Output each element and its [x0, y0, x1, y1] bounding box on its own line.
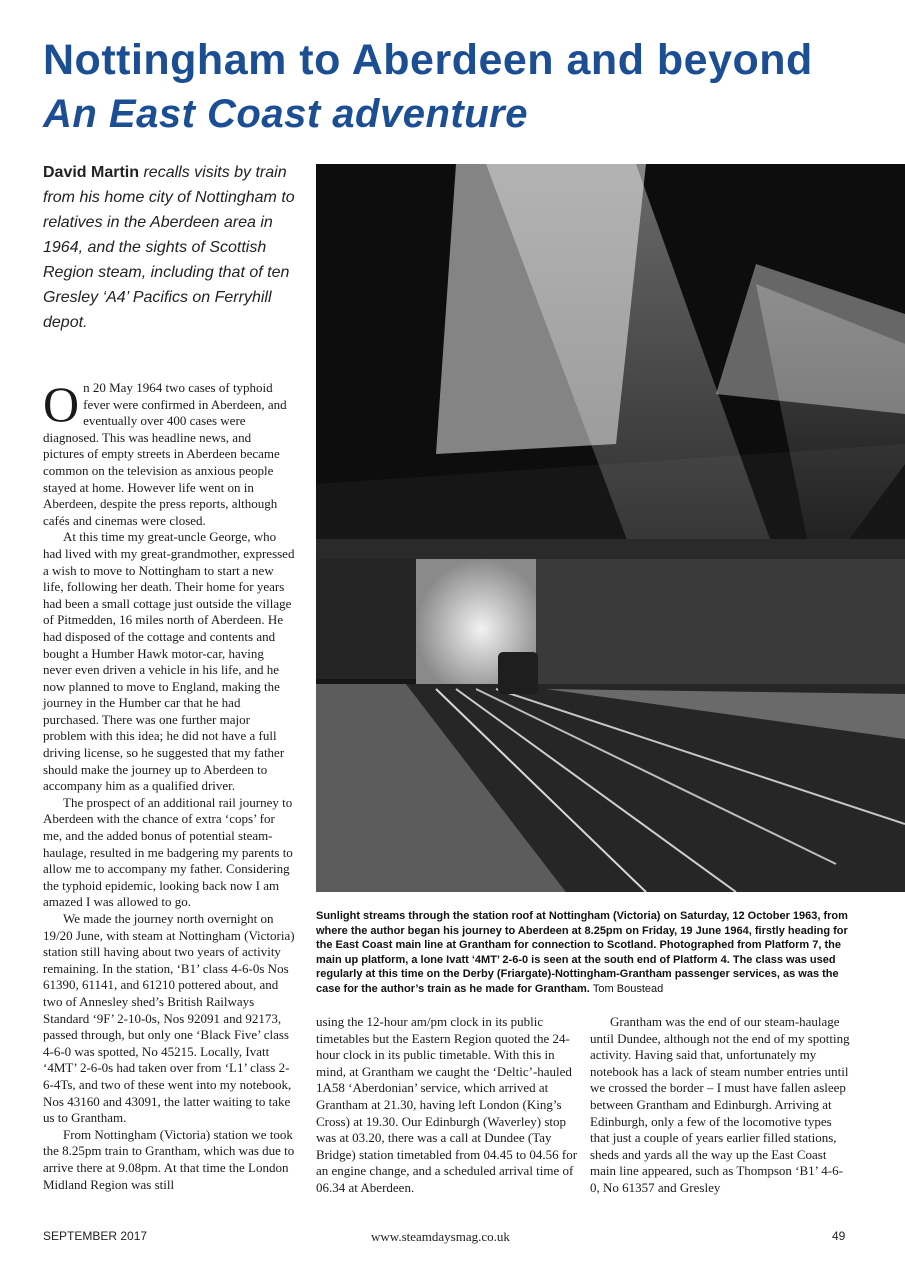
body-column-3	[590, 1014, 852, 1197]
body-paragraph: The prospect of an additional rail journey to Aberdeen with the chance of extra ‘cops’ for me, and the added bonus of potential steam-haulage, resulted in me badgering my parents to allow me to accompany my father. Considering the typhoid epidemic, looking back now I am amazed I was allowed to go.	[43, 794, 293, 910]
subheadline: An East Coast adventure	[43, 92, 528, 136]
author-name: David Martin	[43, 164, 140, 181]
page-number: 49	[832, 1229, 846, 1243]
body-column-2	[316, 1014, 578, 1197]
body-paragraph: On 20 May 1964 two cases of typhoid fever were confirmed in Aberdeen, and eventually over 400 cases were diagnosed. This was headline news, and pictures of empty streets in Aberdeen became common on the television as anxious people stayed at home. However life went on in Aberdeen, despite the press reports, although cafés and cinemas were closed.	[43, 376, 287, 528]
body-paragraph: At this time my great-uncle George, who had lived with my great-grandmother, expressed a wish to move to Nottingham to start a new life, following her death. Their home for years had been a small cottage just outside the village of Pitmedden, 16 miles north of Aberdeen. He had disposed of the cottage and contents and bought a Humber Hawk motor-car, having never even driven a vehicle in his life, and he now planned to move to England, making the journey in the Humber car that he had purchased. There was one further major problem with this idea; he did not have a full driving license, so he suggested that my father should make the journey up to Aberdeen to accompany him as a qualified driver.	[43, 529, 295, 794]
body-paragraph: From Nottingham (Victoria) station we took the 8.25pm train to Grantham, which was due to arrive there at 9.08pm. At that time the London Midland Region was still	[43, 1126, 295, 1192]
standfirst	[43, 160, 305, 335]
headline: Nottingham to Aberdeen and beyond	[43, 36, 813, 84]
body-paragraph: We made the journey north overnight on 19/20 June, with steam at Nottingham (Victoria) station still having about two years of activity remaining. In the station, ‘B1’ class 4-6-0s Nos 61390, 61141, and 61210 pottered about, and two of Annesley shed’s British Railways Standard ‘9F’ 2-10-0s, Nos 92091 and 92173, passed through, but only one ‘Black Five’ class 4-6-0 was spotted, No 45215. Locally, Ivatt ‘4MT’ 2-6-0s had taken over from ‘L1’ class 2-6-4Ts, and two of these went into my notebook, Nos 43160 and 43091, the latter waiting to take us to Grantham.	[43, 911, 295, 1126]
drop-cap: O	[43, 376, 80, 432]
standfirst-text: recalls visits by train from his home city of Nottingham to relatives in the Aberdeen area in 1964, and the sights of Scottish Region steam, including that of ten Gresley ‘A4’ Pacifics on Ferryhill depot.	[43, 164, 295, 331]
photo-caption	[316, 909, 854, 996]
station-photo-illustration	[316, 164, 905, 892]
station-photograph	[316, 164, 905, 892]
body-paragraph: using the 12-hour am/pm clock in its public timetables but the Eastern Region quoted the 24-hour clock in its public timetable. With this in mind, at Grantham we caught the ‘Deltic’-hauled 1A58 ‘Aberdonian’ service, which arrived at Grantham at 21.30, having left London (King’s Cross) at 19.30. Our Edinburgh (Waverley) stop was at 03.20, there was a call at Dundee (Tay Bridge) station timetabled from 04.45 to 04.56 for an engine change, and a scheduled arrival time of 06.34 at Aberdeen.	[316, 1014, 578, 1195]
photo-credit: Tom Boustead	[592, 982, 664, 995]
body-column-1	[43, 376, 295, 1193]
footer-website[interactable]: www.steamdaysmag.co.uk	[371, 1229, 510, 1244]
footer-issue: SEPTEMBER 2017	[43, 1229, 148, 1243]
body-paragraph: Grantham was the end of our steam-haulage until Dundee, although not the end of my spotting activity. Having said that, unfortunately my notebook has a lack of steam number entries until we crossed the border – I must have fallen asleep between Grantham and Edinburgh. Arriving at Edinburgh, only a few of the locomotive types that just a couple of years earlier filled stations, sheds and yards all the way up the East Coast main line appeared, such as Thompson ‘B1’ 4-6-0, No 61357 and Gresley	[590, 1014, 850, 1195]
caption-text: Sunlight streams through the station roof at Nottingham (Victoria) on Saturday, 12 October 1963, from where the author began his journey to Aberdeen at 8.25pm on Friday, 19 June 1964, firstly heading for the East Coast main line at Grantham for connection to Scotland. Photographed from Platform 7, the main up platform, a lone Ivatt ‘4MT’ 2-6-0 is seen at the south end of Platform 4. The class was used regularly at this time on the Derby (Friargate)-Nottingham-Grantham passenger services, as was the case for the author’s train as he made for Grantham.	[316, 910, 848, 995]
